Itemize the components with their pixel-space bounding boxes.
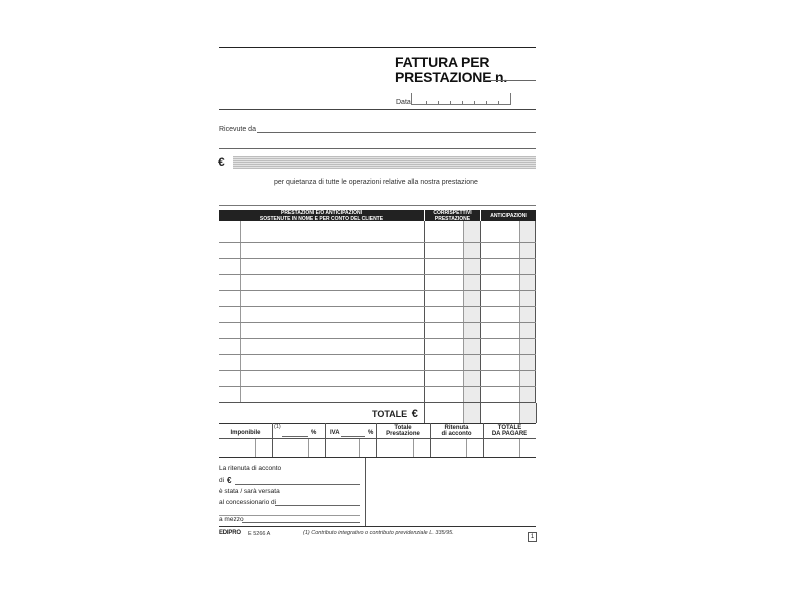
header-rule	[219, 109, 536, 110]
table-row[interactable]	[219, 274, 536, 275]
total-service-line2: Prestazione	[386, 431, 420, 437]
table-row[interactable]	[219, 386, 536, 387]
percent-label-2: %	[368, 430, 374, 436]
total-advances-decimal	[519, 403, 536, 423]
advances-decimal-column	[519, 221, 536, 403]
table-row[interactable]	[219, 354, 536, 355]
withholding-text-3: è stata / sarà versata	[219, 488, 280, 495]
withholding-line1: Ritenuta	[444, 425, 469, 431]
withholding-text-2-prefix: di	[219, 477, 225, 484]
withholding-amount-field[interactable]	[235, 484, 360, 485]
withholding-text-4: al concessionario di	[219, 499, 277, 506]
table-header-fees-line2: PRESTAZIONE	[434, 215, 471, 222]
page-number: 1	[528, 532, 537, 542]
quittance-rule	[219, 205, 536, 206]
withholding-label	[430, 425, 483, 437]
table-row[interactable]	[219, 338, 536, 339]
date-label: Data	[396, 99, 411, 106]
total-due-line2: DA PAGARE	[491, 431, 528, 437]
received-from-field[interactable]	[257, 132, 536, 133]
euro-icon: €	[411, 408, 418, 420]
contribution-rate-field[interactable]	[282, 436, 308, 437]
table-header-fees-line1: CORRISPETTIVI	[433, 209, 472, 216]
total-fees-decimal	[463, 403, 480, 423]
withholding-line2: di acconto	[441, 431, 472, 437]
table-header-services	[219, 210, 424, 221]
line-items-table	[219, 221, 536, 403]
total-due-line1: TOTALE	[497, 425, 522, 431]
table-row[interactable]	[219, 322, 536, 323]
withholding-text-1: La ritenuta di acconto	[219, 465, 282, 472]
invoice-number-field[interactable]	[484, 80, 536, 81]
payment-method-field[interactable]	[242, 522, 360, 523]
brand-logo: EDIPRO	[219, 530, 241, 536]
table-row[interactable]	[219, 258, 536, 259]
total-label-text: TOTALE	[372, 409, 408, 419]
vat-label: IVA	[330, 430, 340, 436]
top-rule	[219, 47, 536, 48]
invoice-title-line2: PRESTAZIONE n.	[395, 69, 508, 85]
received-from-label: Ricevute da	[219, 126, 256, 133]
table-header-advances	[481, 210, 536, 221]
euro-icon: €	[227, 476, 232, 485]
date-field[interactable]	[411, 93, 511, 105]
table-header-services-line2: SOSTENUTE IN NOME E PER CONTO DEL CLIENTE	[259, 215, 384, 222]
total-due-label	[483, 425, 536, 437]
total-service-line1: Totale	[394, 425, 412, 431]
footnote: (1) Contributo integrativo o contributo previdenziale L. 335/95.	[303, 530, 454, 536]
table-row[interactable]	[219, 242, 536, 243]
table-header-services-line1: PRESTAZIONI E/O ANTICIPAZIONI	[280, 209, 363, 216]
table-row[interactable]	[219, 370, 536, 371]
euro-icon: €	[218, 155, 225, 169]
quittance-text: per quietanza di tutte le operazioni relative alla nostra prestazione	[274, 179, 478, 186]
withholding-text-5: a mezzo	[219, 516, 244, 523]
vat-rate-field[interactable]	[341, 436, 365, 437]
withholding-box-divider	[365, 458, 366, 526]
percent-label-1: %	[311, 430, 317, 436]
amount-field[interactable]	[233, 156, 536, 169]
fees-decimal-column	[463, 221, 480, 403]
received-from-field-2[interactable]	[219, 148, 536, 149]
total-service-label	[376, 425, 430, 437]
taxable-label: Imponibile	[230, 430, 261, 436]
form-code: E 5266 A	[248, 531, 271, 537]
table-header-advances-label: ANTICIPAZIONI	[490, 212, 527, 219]
bottom-rule	[219, 526, 536, 527]
note-marker: (1)	[274, 424, 281, 430]
concessionaire-field[interactable]	[275, 505, 360, 506]
table-row[interactable]	[219, 290, 536, 291]
table-row[interactable]	[219, 306, 536, 307]
total-label	[372, 408, 418, 420]
table-header-fees	[425, 210, 480, 221]
invoice-title-line1: FATTURA PER	[395, 54, 490, 70]
